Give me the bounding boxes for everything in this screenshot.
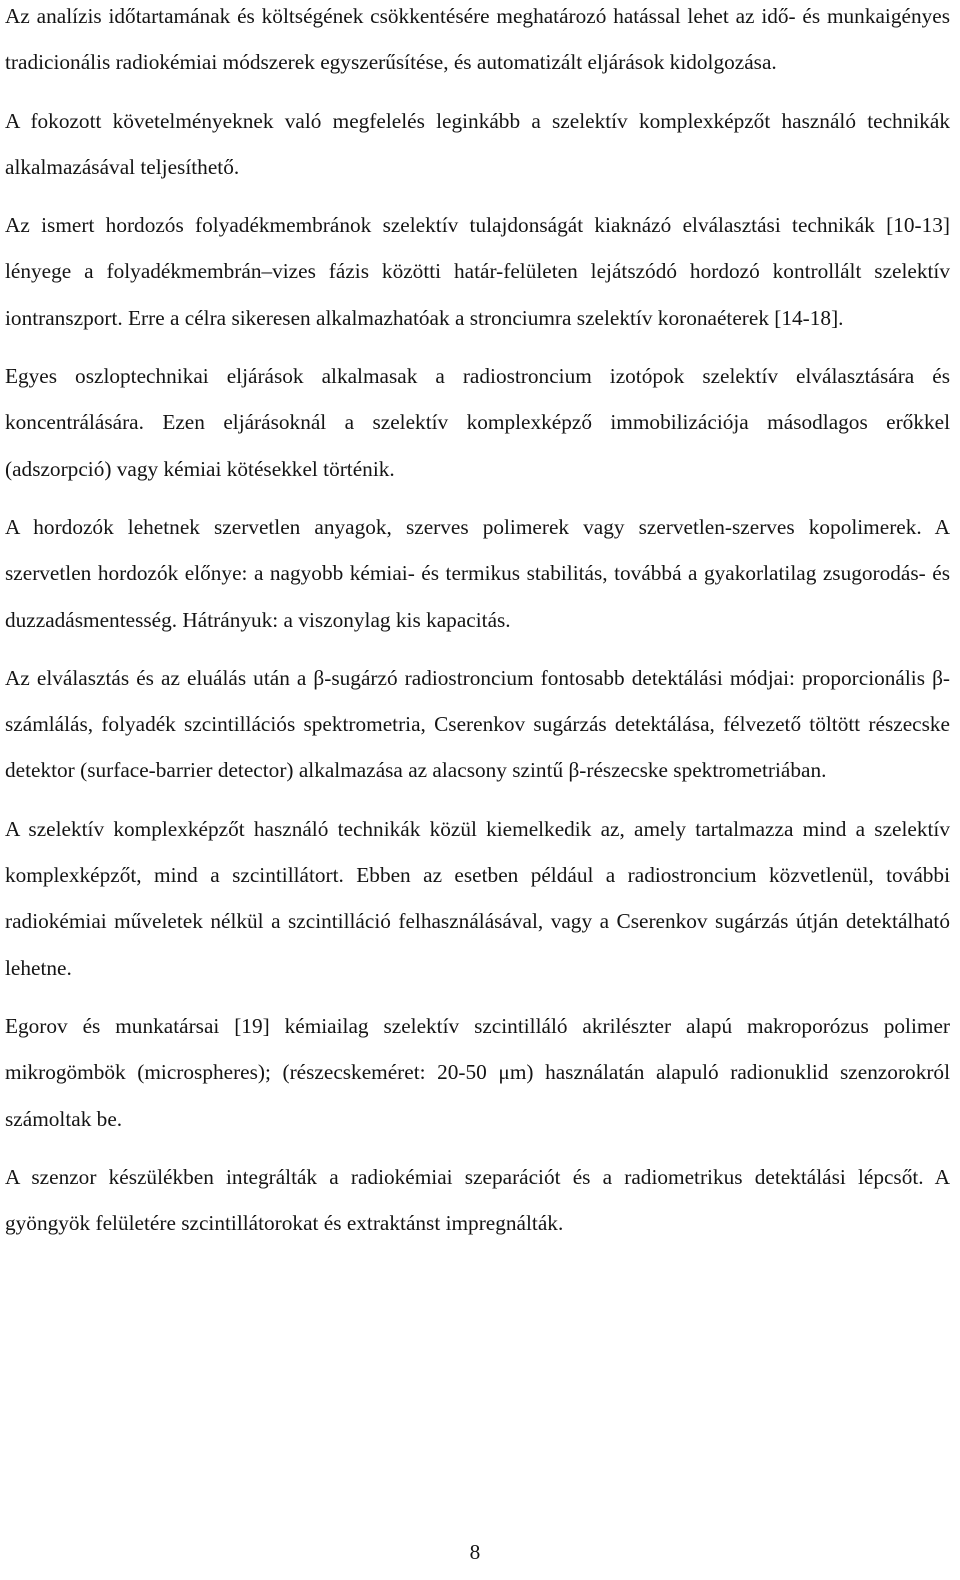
- paragraph-liquid-membranes: Az ismert hordozós folyadékmembránok szelektív tulajdonságát kiaknázó elválasztási technikák [10-13] lényege a folyadékmembrán–vizes fázis közötti határ-felületen lejátszódó hordozó kontrollált szelektív iontranszport. Erre a célra sikeresen alkalmazhatóak a stronciumra szelektív koronaéterek [14-18].: [5, 213, 950, 330]
- paragraph-egorov: Egorov és munkatársai [19] kémiailag szelektív szcintilláló akrilészter alapú makroporózus polimer mikrogömbök (microspheres); (részecskeméret: 20-50 μm) használatán alapuló radionuklid szenzorokról számoltak be.: [5, 1013, 950, 1131]
- paragraph-detection-methods: Az elválasztás és az eluálás után a β-sugárzó radiostroncium fontosabb detektálási módjai: proporcionális β-számlálás, folyadék szcintillációs spektrometria, Cserenkov sugárzás detektálása, félvezető töltött részecske detektor (surface-barrier detector) alkalmazása az alacsony szintű β-részecske spektrometriában.: [5, 665, 950, 783]
- paragraph-sensor: A szenzor készülékben integrálták a radiokémiai szeparációt és a radiometrikus detektálási lépcsőt. A gyöngyök felületére szcintillátorokat és extraktánst impregnálták.: [5, 1164, 950, 1236]
- page-number: 8: [469, 1540, 481, 1564]
- paragraph-selective-complexing: A fokozott követelményeknek való megfelelés leginkább a szelektív komplexképzőt használó technikák alkalmazásával teljesíthető.: [5, 108, 950, 179]
- paragraph-analysis-time: Az analízis időtartamának és költségének csökkentésére meghatározó hatással lehet az idő- és munkaigényes tradicionális radiokémiai módszerek egyszerűsítése, és automatizált eljárások kidolgozása.: [5, 4, 950, 75]
- paragraph-carriers: A hordozók lehetnek szervetlen anyagok, szerves polimerek vagy szervetlen-szerves kopolimerek. A szervetlen hordozók előnye: a nagyobb kémiai- és termikus stabilitás, továbbá a gyakorlatilag zsugorodás- és duzzadásmentesség. Hátrányuk: a viszonylag kis kapacitás.: [5, 514, 950, 632]
- document-page: [5, 0, 950, 1580]
- paragraph-scintillator-techniques: A szelektív komplexképzőt használó technikák közül kiemelkedik az, amely tartalmazza mind a szelektív komplexképzőt, mind a szcintillátort. Ebben az esetben például a radiostroncium közvetlenül, további radiokémiai műveletek nélkül a szcintilláció felhasználásával, vagy a Cserenkov sugárzás útján detektálható lehetne.: [5, 816, 950, 980]
- paragraph-column-techniques: Egyes oszloptechnikai eljárások alkalmasak a radiostroncium izotópok szelektív elválasztására és koncentrálására. Ezen eljárásoknál a szelektív komplexképző immobilizációja másodlagos erőkkel (adszorpció) vagy kémiai kötésekkel történik.: [5, 364, 950, 481]
